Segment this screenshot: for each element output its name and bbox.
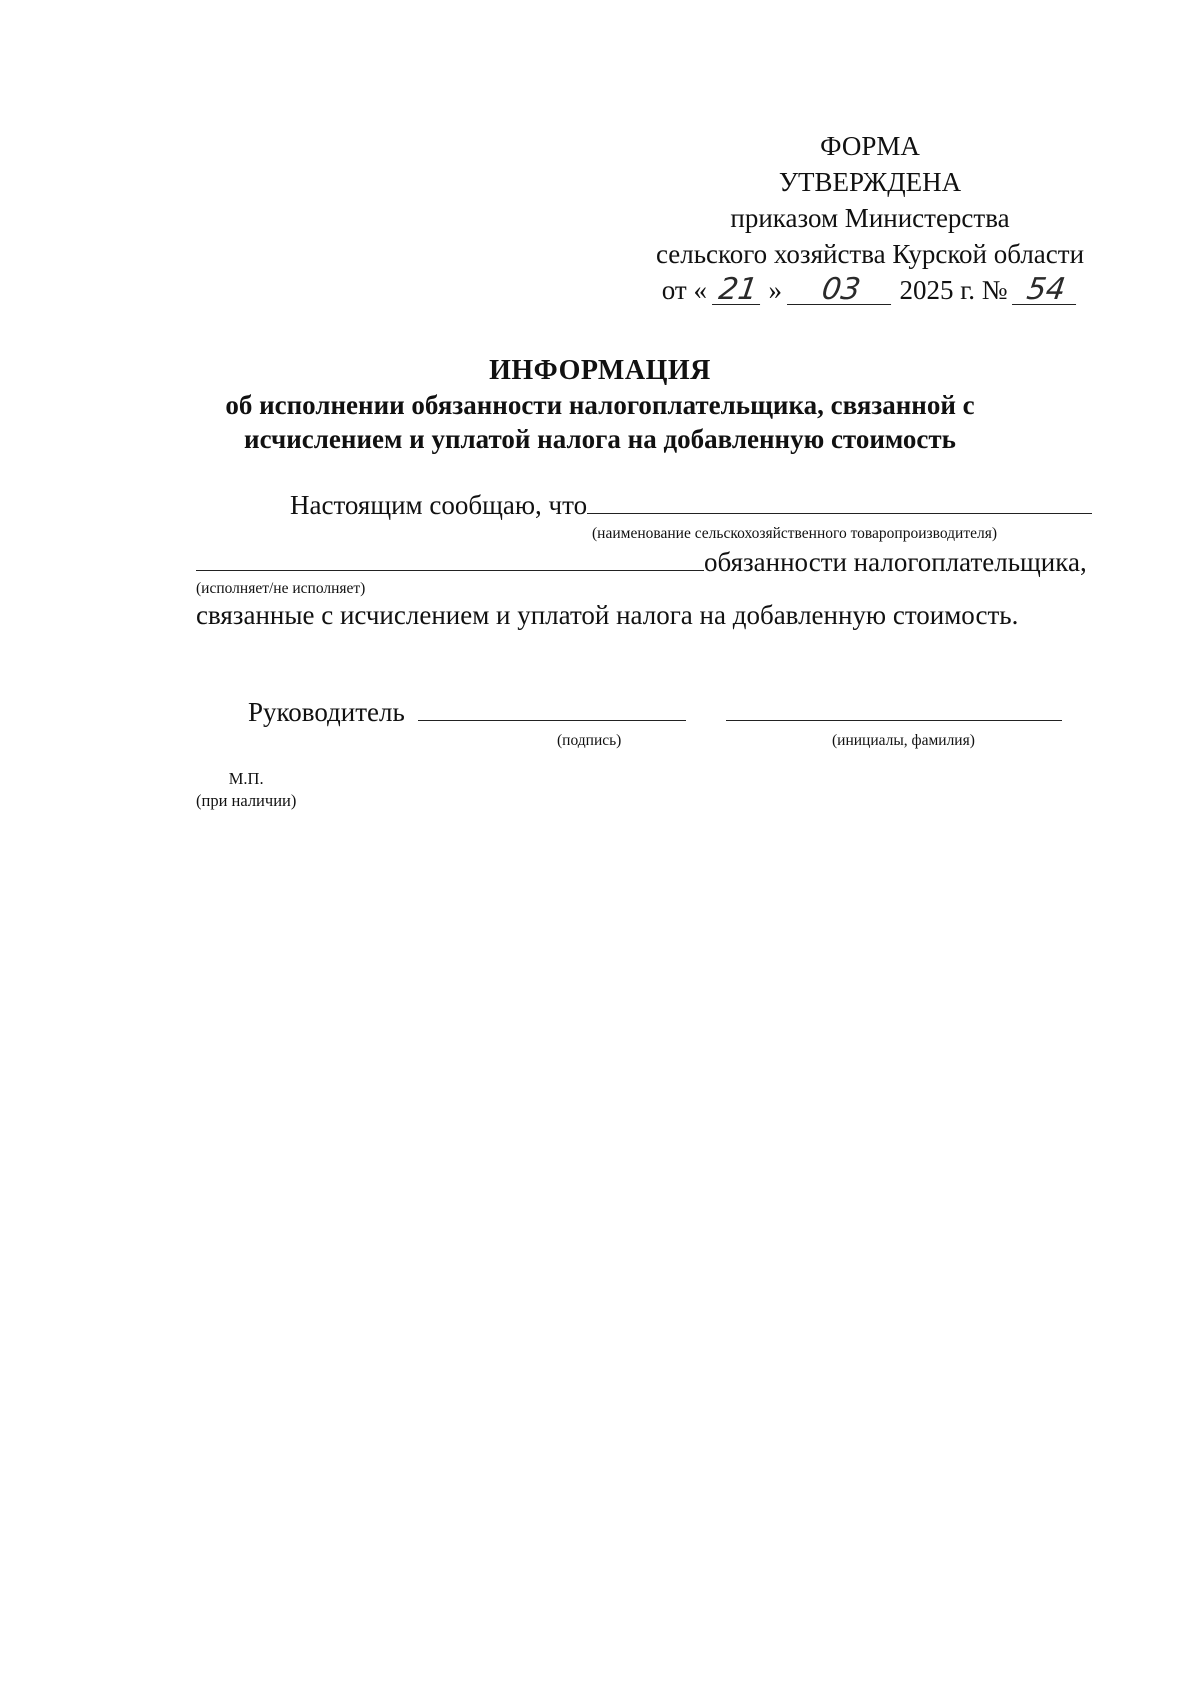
ministry-label: сельского хозяйства Курской области	[655, 239, 1085, 269]
related-line: связанные с исчислением и уплатой налога на добавленную стоимость.	[196, 600, 1019, 630]
signature-field[interactable]	[418, 698, 686, 721]
head-label: Руководитель	[248, 697, 405, 727]
handwritten-month: 03	[787, 276, 895, 305]
signature-row	[248, 697, 1062, 728]
approval-stamp	[620, 128, 1120, 308]
initials-surname-field[interactable]	[726, 698, 1062, 721]
signature-caption: (подпись)	[557, 732, 622, 749]
handwritten-order-number: 54	[1012, 276, 1080, 305]
title-line-1: об исполнении обязанности налогоплательщика, связанной с	[225, 390, 975, 420]
year-text: 2025 г. №	[899, 275, 1008, 305]
approved-label: УТВЕРЖДЕНА	[778, 167, 962, 197]
form-label: ФОРМА	[820, 131, 920, 161]
fulfillment-status-field[interactable]	[196, 548, 704, 571]
obligation-text: обязанности налогоплательщика,	[704, 547, 1087, 577]
producer-caption: (наименование сельскохозяйственного товаропроизводителя)	[592, 525, 997, 542]
handwritten-day: 21	[712, 276, 764, 305]
fulfillment-caption: (исполняет/не исполняет)	[196, 580, 366, 597]
title-heading: ИНФОРМАЦИЯ	[489, 355, 711, 386]
seal-label: М.П.	[228, 769, 264, 788]
order-date-line	[620, 272, 1120, 308]
intro-line	[290, 490, 1092, 521]
intro-text: Настоящим сообщаю, что	[290, 490, 588, 520]
date-mid: »	[768, 275, 782, 305]
seal-note: (при наличии)	[196, 791, 297, 810]
title-line-2: исчислением и уплатой налога на добавленную стоимость	[244, 424, 956, 454]
date-prefix: от «	[661, 275, 707, 305]
obligation-line	[196, 547, 1087, 578]
seal-block	[196, 768, 296, 812]
order-by-label: приказом Министерства	[730, 203, 1010, 233]
name-caption: (инициалы, фамилия)	[832, 732, 975, 749]
document-title	[0, 354, 1200, 456]
producer-name-field[interactable]	[587, 491, 1092, 514]
